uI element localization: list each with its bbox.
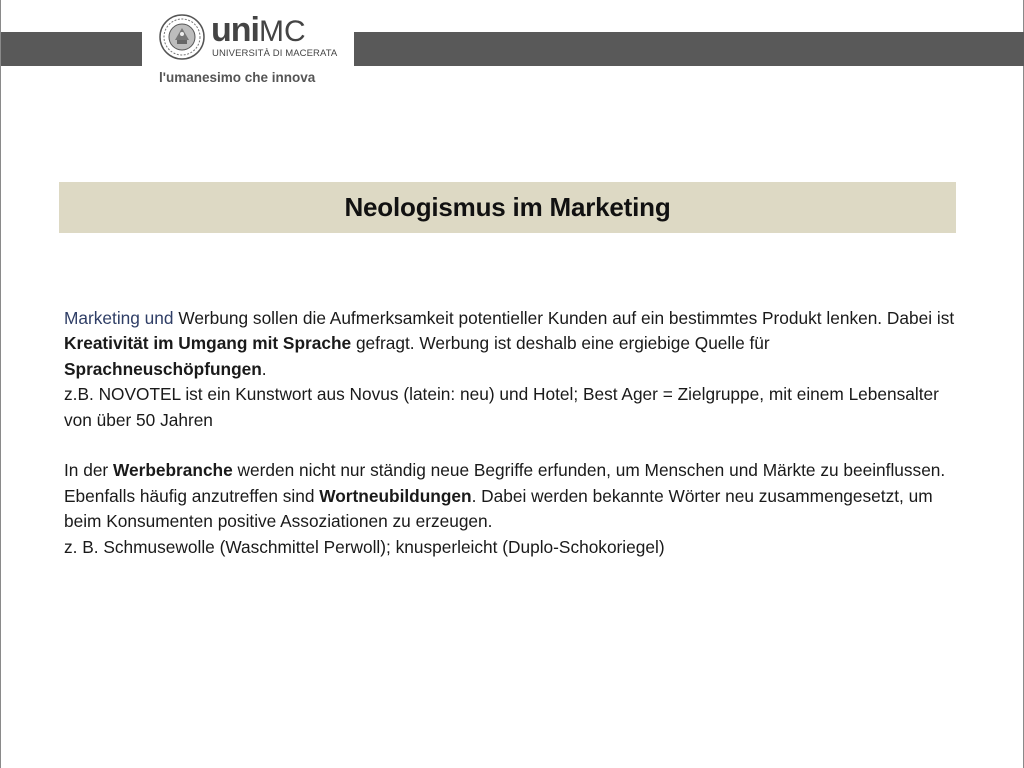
university-seal-icon [159, 14, 205, 60]
paragraph2-emphasis-industry: Werbebranche [113, 460, 233, 481]
paragraph2-text-a: In der [64, 460, 113, 481]
paragraph-advertising [64, 458, 964, 534]
slide-body [64, 306, 964, 560]
logo-wordmark [211, 11, 306, 49]
example-schmusewolle: z. B. Schmusewolle (Waschmittel Perwoll); knusperleicht (Duplo-Schokoriegel) [64, 536, 665, 557]
header-bar-right [354, 32, 1024, 66]
paragraph1-emphasis-neologisms: Sprachneuschöpfungen [64, 358, 262, 379]
paragraph2-emphasis-wordformation: Wortneubildungen [319, 485, 472, 506]
logo-tagline: l'umanesimo che innova [159, 70, 316, 85]
paragraph-gap [64, 433, 964, 458]
example-novotel: z.B. NOVOTEL ist ein Kunstwort aus Novus (latein: neu) und Hotel; Best Ager = Zielgruppe, mit einem Lebensalter von über 50 Jahren [64, 384, 939, 430]
paragraph1-text-b: gefragt. Werbung ist deshalb eine ergiebige Quelle für [351, 333, 770, 354]
paragraph2-text-b: werden nicht nur ständig neue Begriffe erfunden, um Menschen und Märkte zu beeinflussen. Ebenfalls häufig anzutreffen sind [64, 460, 946, 506]
logo-light-text: MC [258, 15, 306, 48]
paragraph-marketing [64, 306, 964, 382]
title-band [59, 182, 956, 233]
university-logo [143, 0, 353, 96]
paragraph1-lead: Marketing und [64, 308, 174, 328]
logo-subtitle: UNIVERSITÀ DI MACERATA [212, 48, 338, 59]
paragraph2-text-c: . Dabei werden bekannte Wörter neu zusammengesetzt, um beim Konsumenten positive Assoziationen zu erzeugen. [64, 485, 933, 532]
paragraph1-text-c: . [261, 358, 267, 379]
paragraph1-emphasis-creativity: Kreativität im Umgang mit Sprache [64, 333, 352, 354]
logo-bold-text: uni [211, 11, 259, 49]
paragraph1-text-a: Werbung sollen die Aufmerksamkeit potentieller Kunden auf ein bestimmtes Produkt lenken. Dabei ist [173, 308, 955, 328]
header-bar-left [1, 32, 142, 66]
slide-title: Neologismus im Marketing [344, 192, 671, 222]
